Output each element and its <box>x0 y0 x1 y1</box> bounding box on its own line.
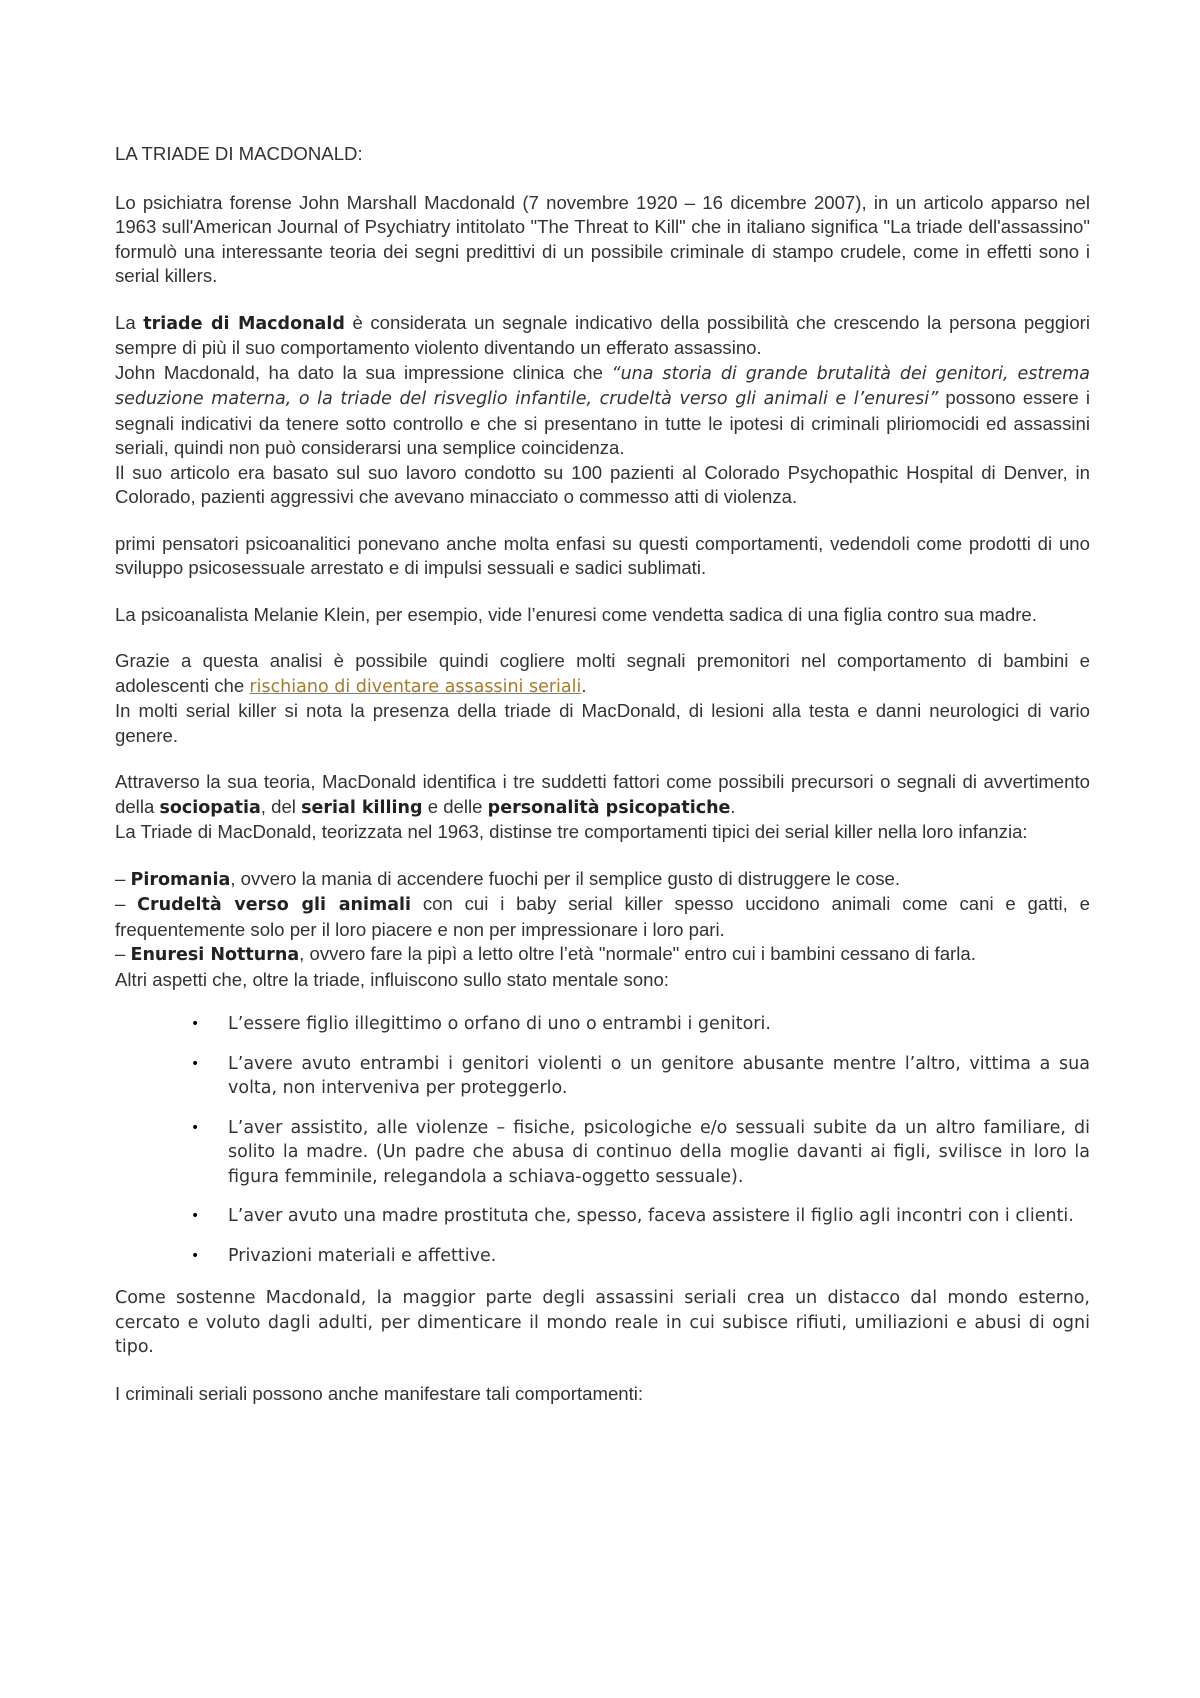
bullet-icon: • <box>191 1208 200 1224</box>
bold-term-personalita: personalità psicopatiche <box>487 797 731 818</box>
paragraph-psychoanalytic-thinkers: primi pensatori psicoanalitici ponevano anche molta enfasi su questi comportamenti, vedendoli come prodotti di uno sviluppo psicosessuale arrestato e di impulsi sessuali e sadici sublimati. <box>115 532 1090 578</box>
text-run: , ovvero fare la pipì a letto oltre l’età "normale" entro cui i bambini cessano di farla. <box>299 943 976 964</box>
paragraph-theory <box>115 770 1090 820</box>
document-page <box>115 142 1090 1428</box>
serial-killer-risk-link[interactable]: rischiano di diventare assassini seriali <box>249 676 582 697</box>
list-item <box>191 1244 1090 1269</box>
bullet-icon: • <box>191 1016 200 1032</box>
bullet-icon: • <box>191 1119 200 1136</box>
bold-term-piromania: Piromania <box>130 869 231 890</box>
text-run: e delle <box>422 795 488 817</box>
text-run: con cui i baby serial killer spesso uccidono animali come cani e gatti, e frequentemente solo per il loro piacere e non per impressionare i loro pari. <box>115 893 1090 940</box>
dash-marker: – <box>115 943 131 964</box>
triade-item-crudelta <box>115 892 1090 942</box>
document-title: LA TRIADE DI MACDONALD: <box>115 143 363 164</box>
triade-item-enuresi <box>115 942 1090 968</box>
bullet-list <box>115 1012 1090 1268</box>
text-run: John Macdonald, ha dato la sua impressione clinica che <box>115 361 612 383</box>
paragraph-analysis <box>115 649 1090 699</box>
dash-marker: – <box>115 867 131 889</box>
paragraph-melanie-klein: La psicoanalista Melanie Klein, per esempio, vide l’enuresi come vendetta sadica di una figlia contro sua madre. <box>115 603 1037 625</box>
text-run: , ovvero la mania di accendere fuochi per il semplice gusto di distruggere le cose. <box>230 867 901 889</box>
list-item-text: L’aver assistito, alle violenze – fisiche, psicologiche e/o sessuali subite da un altro familiare, di solito la madre. (Un padre che abusa di continuo della moglie davanti ai figli, svilisce in loro la figura femminile, relegandola a schiava-oggetto sessuale). <box>228 1117 1090 1187</box>
text-run: possono essere i segnali indicativi da tenere sotto controllo e che si presentano in tutte le ipotesi di criminali pliriomocidi ed assassini seriali, quindi non può considerarsi una semplice coincidenza. <box>115 387 1090 458</box>
bold-term-crudelta: Crudeltà verso gli animali <box>137 895 412 915</box>
text-run: Grazie a questa analisi è possibile quindi cogliere molti segnali premonitori nel comportamento di bambini e adolescenti che <box>115 650 1090 696</box>
list-item-text: Privazioni materiali e affettive. <box>228 1245 497 1266</box>
paragraph-serial-killer-presence: In molti serial killer si nota la presenza della triade di MacDonald, di lesioni alla testa e danni neurologici di vario genere. <box>115 700 1090 746</box>
text-run: Attraverso la sua teoria, MacDonald identifica i tre suddetti fattori come possibili precursori o segnali di avvertimento della <box>115 771 1090 817</box>
bold-term-enuresi: Enuresi Notturna <box>130 945 300 965</box>
paragraph-behaviours: I criminali seriali possono anche manifestare tali comportamenti: <box>115 1382 644 1404</box>
bold-term-serial-killing: serial killing <box>301 797 423 818</box>
text-run: , del <box>260 795 302 817</box>
bold-term-triade: triade di Macdonald <box>143 313 345 334</box>
text-run: La <box>115 311 144 333</box>
list-item <box>191 1052 1090 1101</box>
list-item <box>191 1116 1090 1190</box>
text-run: . <box>730 795 736 817</box>
italic-quote: “una storia di grande brutalità dei genitori, estrema seduzione materna, o la triade del risveglio infantile, crudeltà verso gli animali e l’enuresi” <box>115 363 1090 409</box>
bold-term-sociopatia: sociopatia <box>159 797 261 818</box>
paragraph-article-basis: Il suo articolo era basato sul suo lavoro condotto su 100 pazienti al Colorado Psychopathic Hospital di Denver, in Colorado, pazienti aggressivi che avevano minacciato o commesso atti di violenza. <box>115 461 1090 507</box>
list-item-text: L’essere figlio illegittimo o orfano di uno o entrambi i genitori. <box>228 1014 771 1034</box>
paragraph-triade-1963: La Triade di MacDonald, teorizzata nel 1963, distinse tre comportamenti tipici dei serial killer nella loro infanzia: <box>115 821 1028 842</box>
list-item-text: L’avere avuto entrambi i genitori violenti o un genitore abusante mentre l’altro, vittima a sua volta, non interveniva per proteggerlo. <box>228 1053 1090 1098</box>
paragraph-triade-definition <box>115 311 1090 361</box>
paragraph-clinical-impression <box>115 361 1090 461</box>
bullet-icon: • <box>191 1055 200 1072</box>
bullet-icon: • <box>191 1247 200 1264</box>
triade-item-piromania <box>115 867 1090 893</box>
list-item <box>191 1204 1090 1229</box>
list-item-text: L’aver avuto una madre prostituta che, spesso, faceva assistere il figlio agli incontri con i clienti. <box>228 1206 1074 1226</box>
text-run: . <box>581 674 587 696</box>
paragraph-conclusion: Come sostenne Macdonald, la maggior parte degli assassini seriali crea un distacco dal mondo esterno, cercato e voluto dagli adulti, per dimenticare il mondo reale in cui subisce rifiuti, umiliazioni e abusi di ogni tipo. <box>115 1288 1090 1357</box>
list-item <box>191 1012 1090 1037</box>
paragraph-intro: Lo psichiatra forense John Marshall Macdonald (7 novembre 1920 – 16 dicembre 2007), in un articolo apparso nel 1963 sull'American Journal of Psychiatry intitolato "The Threat to Kill" che in italiano significa "La triade dell'assassino" formulò una interessante teoria dei segni predittivi di un possibile criminale di stampo crudele, come in effetti sono i serial killers. <box>115 191 1090 286</box>
dash-marker: – <box>115 893 138 914</box>
text-run: è considerata un segnale indicativo della possibilità che crescendo la persona peggiori sempre di più il suo comportamento violento diventando un efferato assassino. <box>115 311 1090 358</box>
paragraph-other-aspects: Altri aspetti che, oltre la triade, influiscono sullo stato mentale sono: <box>115 968 669 990</box>
